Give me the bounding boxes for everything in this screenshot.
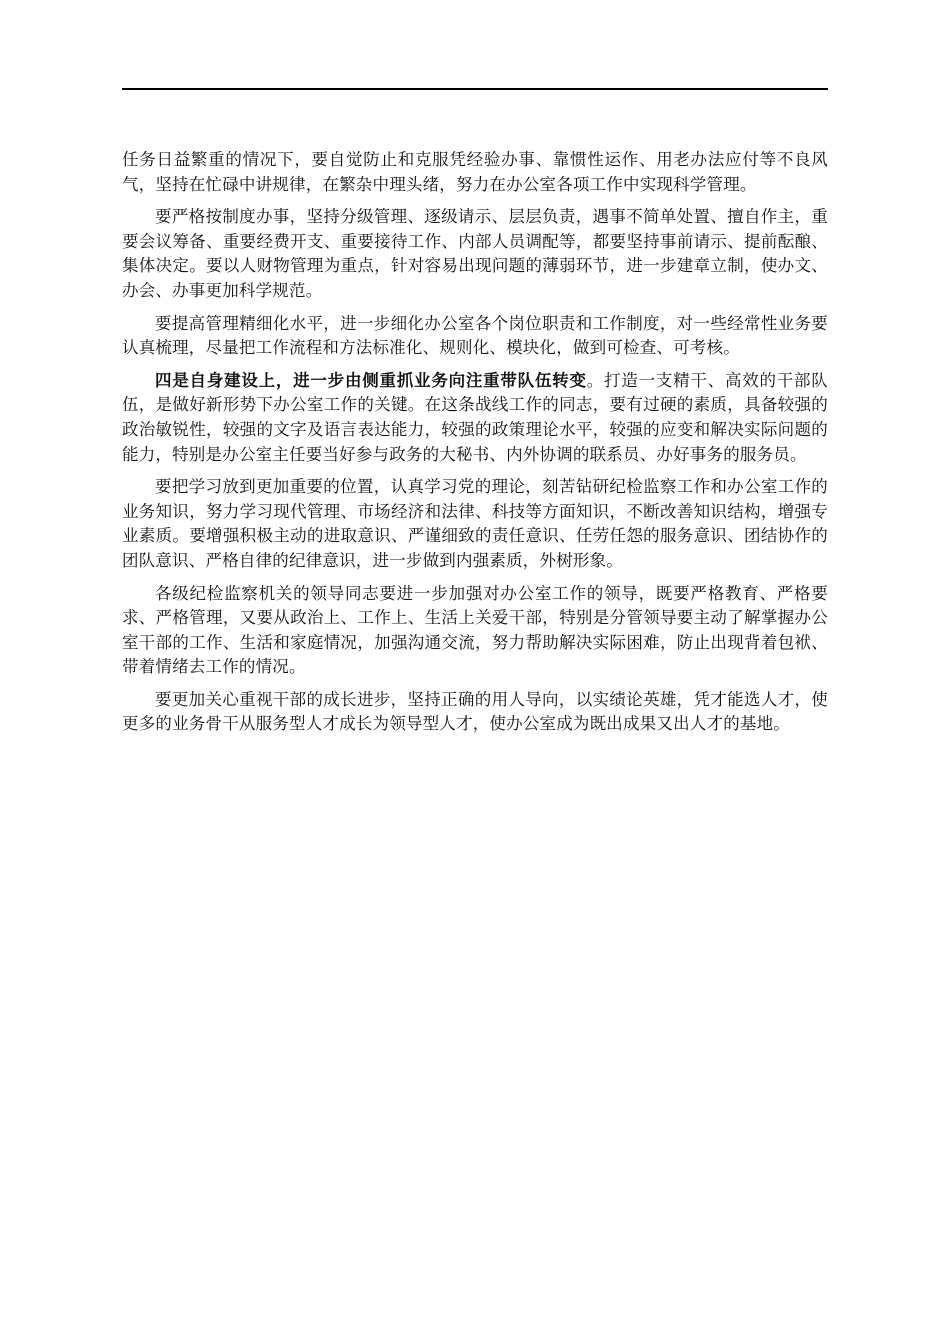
header-rule [122, 88, 828, 90]
paragraph-learning [122, 475, 828, 573]
paragraph-text: 要把学习放到更加重要的位置，认真学习党的理论，刻苦钻研纪检监察工作和办公室工作的业务知识，努力学习现代管理、市场经济和法律、科技等方面知识，不断改善知识结构，增强专业素质。要增强积极主动的进取意识、严谨细致的责任意识、任劳任怨的服务意识、团结协作的团队意识、严格自律的纪律意识，进一步做到内强素质，外树形象。 [122, 477, 828, 570]
paragraph-text: 各级纪检监察机关的领导同志要进一步加强对办公室工作的领导，既要严格教育、严格要求、严格管理，又要从政治上、工作上、生活上关爱干部，特别是分管领导要主动了解掌握办公室干部的工作、生活和家庭情况，加强沟通交流，努力帮助解决实际困难，防止出现背着包袱、带着情绪去工作的情况。 [122, 583, 828, 677]
paragraph-cadre-growth [122, 688, 828, 737]
paragraph-text: 任务日益繁重的情况下，要自觉防止和克服凭经验办事、靠惯性运作、用老办法应付等不良风气，坚持在忙碌中讲规律，在繁杂中理头绪，努力在办公室各项工作中实现科学管理。 [122, 150, 828, 194]
paragraph-self-construction [122, 369, 828, 467]
paragraph-leadership [122, 582, 828, 680]
paragraph-institutional-rules [122, 205, 828, 303]
paragraph-text: 要更加关心重视干部的成长进步，坚持正确的用人导向，以实绩论英雄，凭才能选人才，使更多的业务骨干从服务型人才成长为领导型人才，使办公室成为既出成果又出人才的基地。 [122, 689, 828, 734]
paragraph-refined-management [122, 312, 828, 361]
paragraph-text: 要严格按制度办事，坚持分级管理、逐级请示、层层负责，遇事不简单处置、擅自作主，重要会议筹备、重要经费开支、重要接待工作、内部人员调配等，都要坚持事前请示、提前酝酿、集体决定。要以人财物管理为重点，针对容易出现问题的薄弱环节，进一步建章立制，使办文、办会、办事更加科学规范。 [122, 207, 828, 300]
document-body [122, 148, 828, 745]
paragraph-continued [122, 148, 828, 197]
paragraph-text: 要提高管理精细化水平，进一步细化办公室各个岗位职责和工作制度，对一些经常性业务要认真梳理，尽量把工作流程和方法标准化、规则化、模块化，做到可检查、可考核。 [122, 313, 828, 358]
paragraph-text: 。打造一支精干、高效的干部队伍，是做好新形势下办公室工作的关键。在这条战线工作的同志，要有过硬的素质，具备较强的政治敏锐性，较强的文字及语言表达能力，较强的政策理论水平，较强的应变和解决实际问题的能力，特别是办公室主任要当好参与政务的大秘书、内外协调的联系员、办好事务的服务员。 [122, 370, 829, 464]
paragraph-heading-bold: 四是自身建设上，进一步由侧重抓业务向注重带队伍转变 [155, 370, 587, 390]
